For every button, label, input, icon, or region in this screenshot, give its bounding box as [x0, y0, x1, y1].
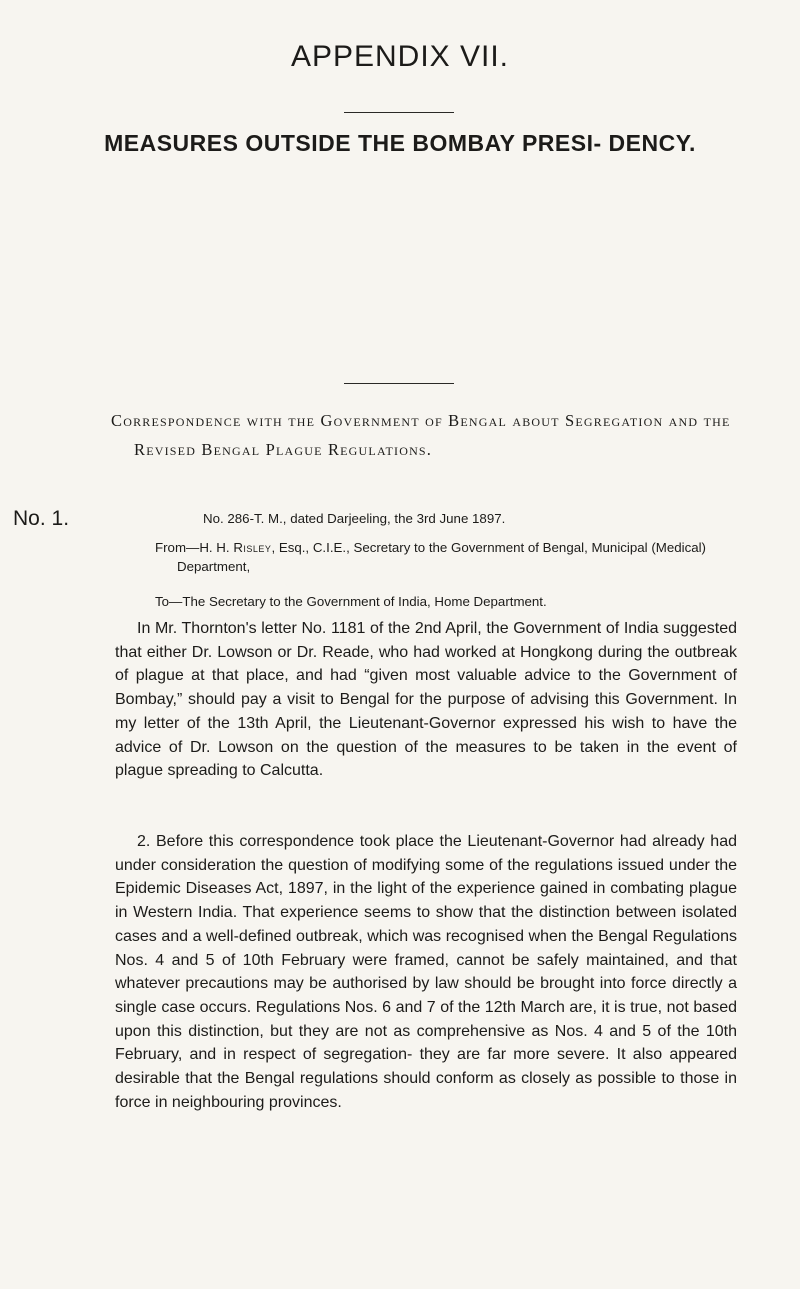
letter-from-rest: , Esq., C.I.E., Secretary to the Government of Bengal, Municipal (Medical) Department, [177, 540, 706, 574]
document-number: No. 1. [13, 507, 70, 530]
paragraph-1: In Mr. Thornton's letter No. 1181 of the 2nd April, the Government of India suggested that either Dr. Lowson or Dr. Reade, who had worked at Hongkong during the outbreak of plague at that place, and had “given most valuable advice to the Government of Bombay,” should pay a visit to Bengal for the purpose of advising this Government. In my letter of the 13th April, the Lieutenant-Governor expressed his wish to have the advice of Dr. Lowson on the question of the measures to be taken in the event of plague spreading to Calcutta. [115, 620, 737, 780]
letter-from [155, 539, 747, 576]
letter-from-prefix: From—H. H. [155, 540, 234, 555]
letter-to: To—The Secretary to the Government of India, Home Department. [155, 594, 547, 609]
sub-heading: Correspondence with the Government of Bengal about Segregation and the Revised Bengal Plague Regulations. [111, 411, 731, 459]
paragraph-2: 2. Before this correspondence took place the Lieutenant-Governor had already had under consideration the question of modifying some of the regulations issued under the Epidemic Diseases Act, 1897, in the light of the experience gained in combating plague in Western India. That experience seems to show that the distinction between isolated cases and a well-defined outbreak, which was recognised when the Bengal Regulations Nos. 4 and 5 of 10th February were framed, cannot be safely maintained, and that whatever precautions may be authorised by law should be brought into force directly a single case occurs. Regulations Nos. 6 and 7 of the 12th March are, it is true, not based upon this distinction, but they are not as comprehensive as Nos. 4 and 5 of the 10th February, and in respect of segregation- they are far more severe. It also appeared desirable that the Bengal regulations should conform as closely as possible to those in force in neighbouring provinces. [115, 833, 737, 1111]
appendix-title: APPENDIX VII. [290, 40, 510, 73]
letter-reference: No. 286-T. M., dated Darjeeling, the 3rd June 1897. [203, 511, 506, 526]
letter-from-name: Risley [233, 540, 272, 555]
main-heading: MEASURES OUTSIDE THE BOMBAY PRESI- DENCY. [104, 130, 696, 156]
divider-rule-bottom [344, 383, 454, 384]
divider-rule-top [344, 112, 454, 113]
